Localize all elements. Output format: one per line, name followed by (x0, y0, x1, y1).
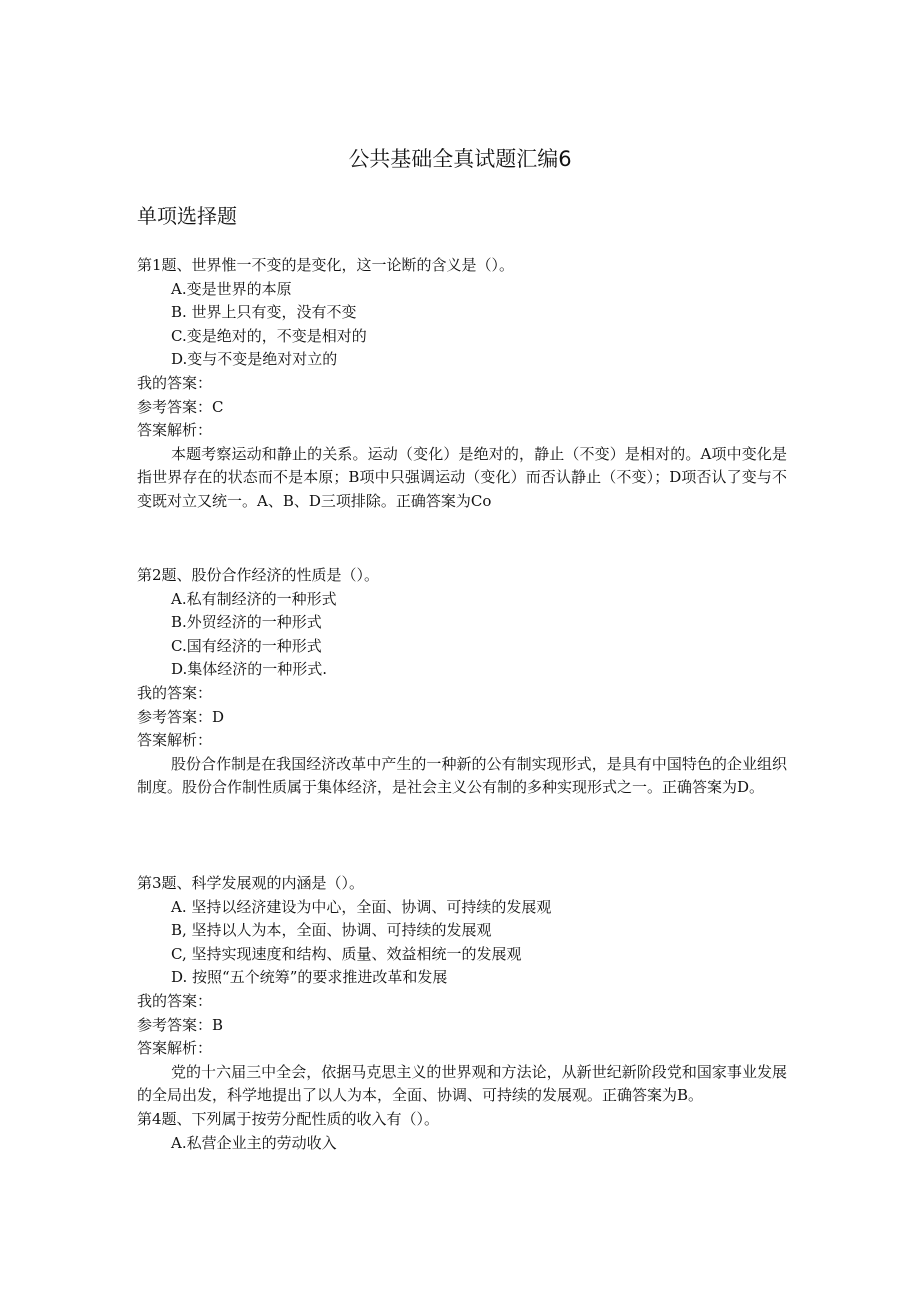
analysis-text: 本题考察运动和静止的关系。运动（变化）是绝对的，静止（不变）是相对的。A项中变化是指世界存在的状态而不是本原；B项中只强调运动（变化）而否认静止（不变）；D项否认了变与不变既对立又统一。A、B、D三项排除。正确答案为Co (137, 444, 787, 510)
reference-answer: 参考答案：B (137, 1015, 224, 1034)
question-stem: 第2题、股份合作经济的性质是（）。 (137, 566, 380, 584)
question-3 (137, 872, 787, 1155)
page-title: 公共基础全真试题汇编6 (348, 147, 572, 171)
analysis-text: 股份合作制是在我国经济改革中产生的一种新的公有制实现形式，是具有中国特色的企业组织制度。股份合作制性质属于集体经济，是社会主义公有制的多种实现形式之一。正确答案为D。 (137, 754, 787, 797)
analysis-text: 党的十六届三中全会，依据马克思主义的世界观和方法论，从新世纪新阶段党和国家事业发展的全局出发，科学地提出了以人为本，全面、协调、可持续的发展观。正确答案为B。 (137, 1062, 787, 1105)
option-a: A. 坚持以经济建设为中心，全面、协调、可持续的发展观 (171, 897, 552, 916)
option-a-4: A.私营企业主的劳动收入 (171, 1133, 337, 1152)
question-stem: 第3题、科学发展观的内涵是（）。 (137, 874, 365, 892)
option-c: C.国有经济的一种形式 (171, 636, 322, 655)
my-answer-label: 我的答案： (137, 991, 213, 1010)
option-b: B, 坚持以人为本，全面、协调、可持续的发展观 (171, 921, 492, 940)
question-1 (137, 254, 787, 514)
section-heading: 单项选择题 (137, 204, 237, 228)
option-d: D.集体经济的一种形式. (171, 660, 328, 679)
question-stem: 第1题、世界惟一不变的是变化，这一论断的含义是（）。 (137, 256, 515, 274)
option-a: A.变是世界的本原 (171, 279, 292, 298)
option-b: B. 世界上只有变，没有不变 (171, 303, 357, 322)
reference-answer: 参考答案：C (137, 397, 224, 416)
question-2 (137, 564, 787, 800)
reference-answer: 参考答案：D (137, 707, 225, 726)
option-b: B.外贸经济的一种形式 (171, 613, 322, 632)
my-answer-label: 我的答案： (137, 683, 213, 702)
option-d: D. 按照“五个统筹”的要求推进改革和发展 (171, 968, 448, 987)
option-c: C.变是绝对的，不变是相对的 (171, 326, 367, 345)
analysis-label: 答案解析： (137, 421, 213, 440)
option-a: A.私有制经济的一种形式 (171, 589, 337, 608)
analysis-label: 答案解析： (137, 731, 213, 750)
analysis-label: 答案解析： (137, 1039, 213, 1058)
option-d: D.变与不变是绝对对立的 (171, 350, 338, 369)
option-c: C, 坚持实现速度和结构、质量、效益相统一的发展观 (171, 944, 522, 963)
my-answer-label: 我的答案： (137, 373, 213, 392)
question-stem-4: 第4题、下列属于按劳分配性质的收入有（）。 (137, 1109, 440, 1128)
